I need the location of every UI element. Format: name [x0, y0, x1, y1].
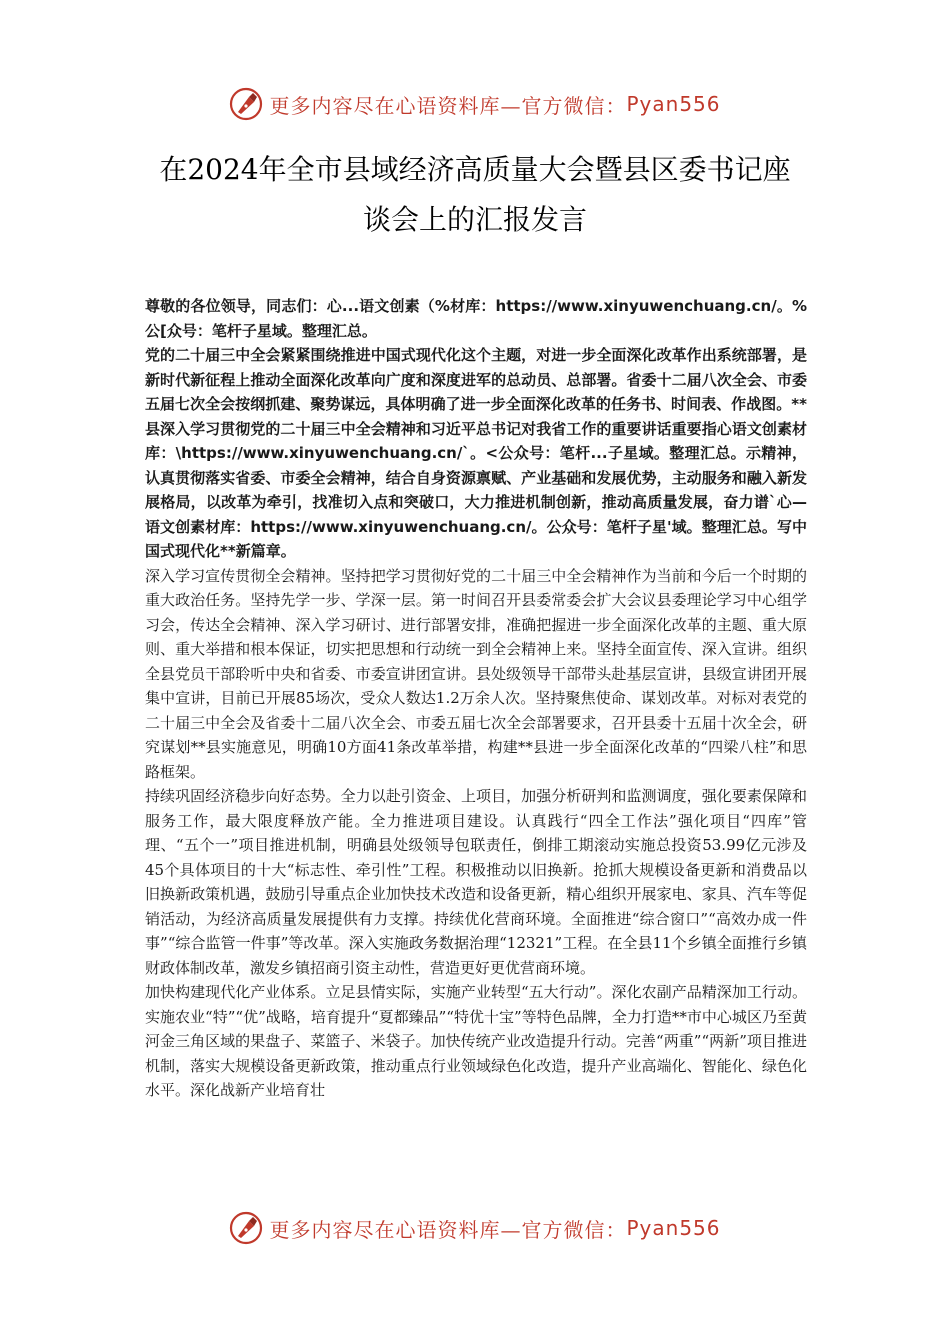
paragraph-intro: 党的二十届三中全会紧紧围绕推进中国式现代化这个主题，对进一步全面深化改革作出系统部署，是新时代新征程上推动全面深化改革向广度和深度进军的总动员、总部署。省委十二届八次全会、市委五届七次全会按纲抓建、聚势谋远，具体明确了进一步全面深化改革的任务书、时间表、作战图。**县深入学习贯彻党的二十届三中全会精神和习近平总书记对我省工作的重要讲话重要指心语文创素材库：\https://www.xinyuwenchuang.cn/`。<公众号：笔杆...子星域。整理汇总。示精神，认真贯彻落实省委、市委全会精神，结合自身资源禀赋、产业基础和发展优势，主动服务和融入新发展格局，以改革为牵引，找准切入点和突破口，大力推进机制创新，推动高质量发展，奋力谱`心—语文创素材库：https://www.xinyuwenchuang.cn/。公众号：笔杆子星'域。整理汇总。写中国式现代化**新篇章。 — [145, 346, 807, 560]
document-body — [145, 294, 807, 1103]
wechat-id: Pyan556 — [626, 92, 721, 116]
banner-text: 更多内容尽在心语资料库—官方微信： — [269, 93, 627, 118]
pen-nib-logo-icon — [229, 87, 263, 121]
footer-banner — [0, 1210, 950, 1246]
banner-text: 更多内容尽在心语资料库—官方微信： — [269, 1217, 627, 1242]
wechat-id: Pyan556 — [626, 1216, 721, 1240]
paragraph-industry: 加快构建现代化产业体系。立足县情实际，实施产业转型“五大行动”。深化农副产品精深加工行动。实施农业“特”“优”战略，培育提升“夏都臻品”“特优十宝”等特色品牌，全力打造**市中心城区乃至黄河金三角区域的果盘子、菜篮子、米袋子。加快传统产业改造提升行动。完善“两重”“两新”项目推进机制，落实大规模设备更新政策，推动重点行业领域绿色化改造，提升产业高端化、智能化、绿色化水平。深化战新产业培育壮 — [145, 983, 807, 1099]
pen-nib-logo-icon — [229, 1211, 263, 1245]
title-line-2: 谈会上的汇报发言 — [362, 203, 587, 236]
paragraph-salutation: 尊敬的各位领导，同志们：心...语文创素（%材库：https://www.xinyuwenchuang.cn/。%公[众号：笔杆子星域。整理汇总。 — [145, 297, 807, 340]
page-title — [100, 145, 850, 245]
paragraph-economy: 持续巩固经济稳步向好态势。全力以赴引资金、上项目，加强分析研判和监测调度，强化要素保障和服务工作，最大限度释放产能。全力推进项目建设。认真践行“四全工作法”强化项目“四库”管理、“五个一”项目推进机制，明确县处级领导包联责任，倒排工期滚动实施总投资53.99亿元涉及45个具体项目的十大“标志性、牵引性”工程。积极推动以旧换新。抢抓大规模设备更新和消费品以旧换新政策机遇，鼓励引导重点企业加快技术改造和设备更新，精心组织开展家电、家具、汽车等促销活动，为经济高质量发展提供有力支撑。持续优化营商环境。全面推进“综合窗口”“高效办成一件事”“综合监管一件事”等改革。深入实施政务数据治理“12321”工程。在全县11个乡镇全面推行乡镇财政体制改革，激发乡镇招商引资主动性，营造更好更优营商环境。 — [145, 787, 807, 977]
title-line-1: 在2024年全市县域经济高质量大会暨县区委书记座 — [159, 153, 791, 186]
paragraph-study: 深入学习宣传贯彻全会精神。坚持把学习贯彻好党的二十届三中全会精神作为当前和今后一个时期的重大政治任务。坚持先学一步、学深一层。第一时间召开县委常委会扩大会议县委理论学习中心组学习会，传达全会精神、深入学习研讨、进行部署安排，准确把握进一步全面深化改革的主题、重大原则、重大举措和根本保证，切实把思想和行动统一到全会精神上来。坚持全面宣传、深入宣讲。组织全县党员干部聆听中央和省委、市委宣讲团宣讲。县处级领导干部带头赴基层宣讲，县级宣讲团开展集中宣讲，目前已开展85场次，受众人数达1.2万余人次。坚持聚焦使命、谋划改革。对标对表党的二十届三中全会及省委十二届八次全会、市委五届七次全会部署要求，召开县委十五届十次全会，研究谋划**县实施意见，明确10方面41条改革举措，构建**县进一步全面深化改革的“四梁八柱”和思路框架。 — [145, 566, 807, 781]
header-banner — [0, 86, 950, 122]
